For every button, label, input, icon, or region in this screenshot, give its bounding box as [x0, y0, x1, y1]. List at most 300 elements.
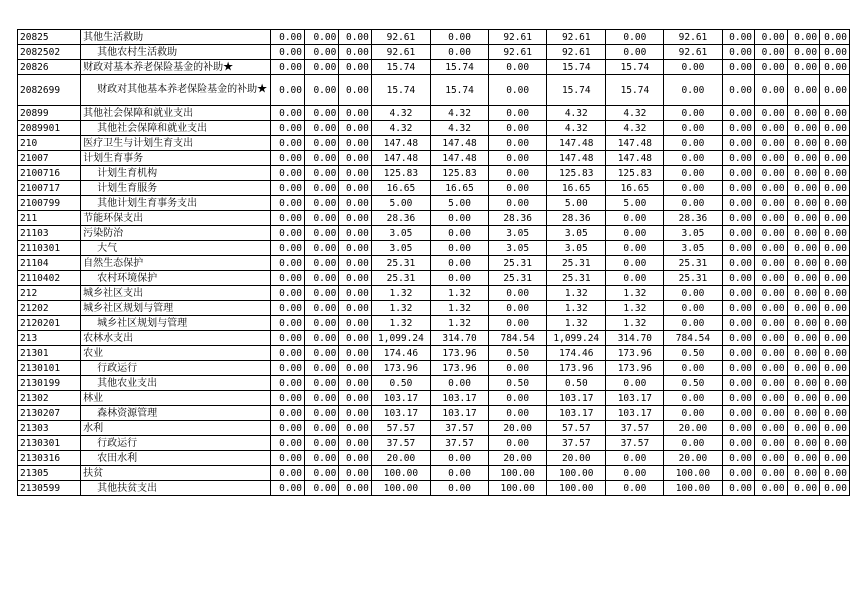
subject-name-cell: 农业	[81, 346, 271, 361]
amount-cell: 0.00	[270, 466, 304, 481]
amount-cell: 0.00	[270, 256, 304, 271]
subject-code-cell: 21007	[18, 151, 81, 166]
amount-cell: 125.83	[547, 166, 606, 181]
amount-cell: 100.00	[664, 481, 722, 496]
amount-cell: 92.61	[547, 45, 606, 60]
amount-cell: 0.00	[339, 106, 372, 121]
amount-cell: 4.32	[547, 121, 606, 136]
amount-cell: 15.74	[371, 75, 430, 106]
amount-cell: 0.00	[606, 466, 664, 481]
amount-cell: 0.00	[722, 481, 755, 496]
amount-cell: 0.00	[820, 151, 850, 166]
amount-cell: 0.00	[820, 121, 850, 136]
amount-cell: 0.00	[664, 361, 722, 376]
subject-code-cell: 2100716	[18, 166, 81, 181]
subject-code-cell: 2089901	[18, 121, 81, 136]
table-row	[18, 331, 850, 346]
amount-cell: 147.48	[431, 136, 489, 151]
amount-cell: 1.32	[606, 316, 664, 331]
amount-cell: 0.00	[664, 196, 722, 211]
amount-cell: 103.17	[431, 406, 489, 421]
amount-cell: 0.00	[489, 406, 547, 421]
amount-cell: 0.00	[722, 316, 755, 331]
amount-cell: 0.00	[305, 30, 339, 45]
amount-cell: 4.32	[371, 106, 430, 121]
amount-cell: 173.96	[371, 361, 430, 376]
amount-cell: 0.00	[664, 391, 722, 406]
amount-cell: 0.00	[606, 256, 664, 271]
amount-cell: 0.00	[755, 376, 788, 391]
amount-cell: 174.46	[547, 346, 606, 361]
amount-cell: 0.00	[489, 361, 547, 376]
amount-cell: 3.05	[547, 241, 606, 256]
amount-cell: 0.00	[606, 271, 664, 286]
amount-cell: 57.57	[547, 421, 606, 436]
amount-cell: 0.00	[305, 301, 339, 316]
amount-cell: 92.61	[489, 30, 547, 45]
amount-cell: 28.36	[664, 211, 722, 226]
amount-cell: 0.00	[820, 181, 850, 196]
amount-cell: 25.31	[664, 271, 722, 286]
amount-cell: 0.00	[755, 331, 788, 346]
amount-cell: 0.00	[339, 301, 372, 316]
amount-cell: 5.00	[547, 196, 606, 211]
amount-cell: 0.50	[664, 376, 722, 391]
subject-code-cell: 2130101	[18, 361, 81, 376]
table-row	[18, 75, 850, 106]
amount-cell: 103.17	[606, 391, 664, 406]
amount-cell: 0.00	[820, 331, 850, 346]
subject-name-cell: 其他扶贫支出	[81, 481, 271, 496]
amount-cell: 0.00	[305, 466, 339, 481]
table-row	[18, 196, 850, 211]
amount-cell: 16.65	[547, 181, 606, 196]
amount-cell: 4.32	[371, 121, 430, 136]
amount-cell: 0.00	[664, 316, 722, 331]
amount-cell: 0.00	[755, 30, 788, 45]
amount-cell: 0.00	[489, 151, 547, 166]
amount-cell: 0.00	[339, 331, 372, 346]
amount-cell: 4.32	[431, 106, 489, 121]
amount-cell: 1.32	[371, 286, 430, 301]
amount-cell: 0.00	[787, 256, 820, 271]
amount-cell: 37.57	[606, 421, 664, 436]
amount-cell: 0.00	[431, 211, 489, 226]
amount-cell: 0.00	[722, 211, 755, 226]
amount-cell: 0.00	[606, 45, 664, 60]
amount-cell: 103.17	[371, 406, 430, 421]
amount-cell: 4.32	[606, 106, 664, 121]
amount-cell: 28.36	[489, 211, 547, 226]
amount-cell: 0.00	[270, 481, 304, 496]
subject-code-cell: 213	[18, 331, 81, 346]
table-row	[18, 226, 850, 241]
amount-cell: 0.00	[820, 45, 850, 60]
amount-cell: 0.50	[547, 376, 606, 391]
subject-code-cell: 2130301	[18, 436, 81, 451]
subject-code-cell: 210	[18, 136, 81, 151]
amount-cell: 0.00	[787, 406, 820, 421]
amount-cell: 0.00	[722, 151, 755, 166]
table-row	[18, 406, 850, 421]
amount-cell: 0.00	[722, 376, 755, 391]
amount-cell: 0.00	[305, 181, 339, 196]
amount-cell: 0.00	[722, 241, 755, 256]
amount-cell: 4.32	[606, 121, 664, 136]
table-row	[18, 166, 850, 181]
amount-cell: 0.00	[787, 361, 820, 376]
amount-cell: 0.00	[305, 316, 339, 331]
amount-cell: 100.00	[547, 481, 606, 496]
amount-cell: 0.00	[787, 271, 820, 286]
subject-name-cell: 污染防治	[81, 226, 271, 241]
table-row	[18, 466, 850, 481]
amount-cell: 25.31	[489, 271, 547, 286]
amount-cell: 25.31	[547, 271, 606, 286]
amount-cell: 0.00	[787, 481, 820, 496]
amount-cell: 173.96	[606, 346, 664, 361]
amount-cell: 3.05	[489, 226, 547, 241]
subject-code-cell: 2100717	[18, 181, 81, 196]
amount-cell: 0.00	[270, 106, 304, 121]
amount-cell: 0.00	[489, 301, 547, 316]
amount-cell: 1.32	[547, 301, 606, 316]
amount-cell: 784.54	[664, 331, 722, 346]
amount-cell: 0.00	[606, 451, 664, 466]
amount-cell: 0.00	[755, 421, 788, 436]
amount-cell: 0.00	[755, 241, 788, 256]
amount-cell: 0.00	[722, 451, 755, 466]
amount-cell: 0.00	[270, 196, 304, 211]
amount-cell: 25.31	[371, 271, 430, 286]
amount-cell: 1.32	[431, 301, 489, 316]
amount-cell: 0.00	[664, 60, 722, 75]
amount-cell: 103.17	[431, 391, 489, 406]
amount-cell: 0.00	[722, 466, 755, 481]
amount-cell: 0.00	[722, 361, 755, 376]
amount-cell: 173.96	[547, 361, 606, 376]
amount-cell: 0.00	[787, 451, 820, 466]
amount-cell: 0.00	[305, 75, 339, 106]
amount-cell: 0.00	[431, 45, 489, 60]
amount-cell: 0.00	[755, 466, 788, 481]
amount-cell: 0.50	[489, 346, 547, 361]
amount-cell: 0.00	[305, 60, 339, 75]
amount-cell: 0.00	[305, 361, 339, 376]
amount-cell: 0.00	[755, 121, 788, 136]
subject-name-cell: 其他计划生育事务支出	[81, 196, 271, 211]
amount-cell: 0.50	[489, 376, 547, 391]
amount-cell: 92.61	[664, 45, 722, 60]
amount-cell: 0.00	[755, 286, 788, 301]
amount-cell: 0.00	[339, 60, 372, 75]
subject-code-cell: 2120201	[18, 316, 81, 331]
subject-code-cell: 2110301	[18, 241, 81, 256]
subject-code-cell: 21301	[18, 346, 81, 361]
amount-cell: 0.00	[305, 211, 339, 226]
amount-cell: 0.00	[305, 256, 339, 271]
subject-name-cell: 行政运行	[81, 436, 271, 451]
amount-cell: 0.00	[820, 241, 850, 256]
amount-cell: 37.57	[547, 436, 606, 451]
amount-cell: 0.00	[664, 181, 722, 196]
amount-cell: 0.00	[820, 256, 850, 271]
amount-cell: 0.00	[305, 451, 339, 466]
amount-cell: 15.74	[606, 75, 664, 106]
amount-cell: 0.00	[270, 211, 304, 226]
subject-name-cell: 扶贫	[81, 466, 271, 481]
amount-cell: 25.31	[489, 256, 547, 271]
table-row	[18, 30, 850, 45]
amount-cell: 0.00	[489, 60, 547, 75]
amount-cell: 0.00	[820, 346, 850, 361]
amount-cell: 1.32	[431, 316, 489, 331]
amount-cell: 0.00	[270, 136, 304, 151]
amount-cell: 0.00	[305, 226, 339, 241]
amount-cell: 0.00	[755, 436, 788, 451]
subject-name-cell: 节能环保支出	[81, 211, 271, 226]
amount-cell: 0.00	[339, 286, 372, 301]
subject-code-cell: 21303	[18, 421, 81, 436]
subject-name-cell: 林业	[81, 391, 271, 406]
amount-cell: 0.00	[270, 226, 304, 241]
table-row	[18, 301, 850, 316]
amount-cell: 173.96	[606, 361, 664, 376]
amount-cell: 0.00	[787, 30, 820, 45]
amount-cell: 0.00	[270, 376, 304, 391]
amount-cell: 0.00	[270, 451, 304, 466]
amount-cell: 0.00	[787, 151, 820, 166]
amount-cell: 0.00	[270, 181, 304, 196]
amount-cell: 0.00	[787, 211, 820, 226]
subject-name-cell: 农林水支出	[81, 331, 271, 346]
amount-cell: 0.50	[371, 376, 430, 391]
subject-name-cell: 森林资源管理	[81, 406, 271, 421]
amount-cell: 0.00	[339, 151, 372, 166]
amount-cell: 0.00	[489, 166, 547, 181]
subject-code-cell: 21202	[18, 301, 81, 316]
amount-cell: 0.00	[755, 60, 788, 75]
subject-name-cell: 财政对基本养老保险基金的补助★	[81, 60, 271, 75]
subject-code-cell: 2082699	[18, 75, 81, 106]
amount-cell: 0.00	[664, 436, 722, 451]
amount-cell: 125.83	[431, 166, 489, 181]
amount-cell: 0.00	[431, 481, 489, 496]
amount-cell: 0.00	[339, 181, 372, 196]
amount-cell: 0.00	[305, 106, 339, 121]
amount-cell: 0.00	[722, 166, 755, 181]
amount-cell: 0.00	[489, 196, 547, 211]
amount-cell: 147.48	[547, 151, 606, 166]
amount-cell: 0.00	[755, 256, 788, 271]
amount-cell: 1.32	[547, 316, 606, 331]
amount-cell: 0.00	[489, 436, 547, 451]
amount-cell: 103.17	[547, 406, 606, 421]
amount-cell: 0.00	[820, 451, 850, 466]
table-row	[18, 316, 850, 331]
amount-cell: 3.05	[664, 241, 722, 256]
subject-code-cell: 21305	[18, 466, 81, 481]
table-row	[18, 106, 850, 121]
amount-cell: 0.00	[722, 196, 755, 211]
amount-cell: 0.00	[722, 106, 755, 121]
amount-cell: 15.74	[431, 60, 489, 75]
amount-cell: 0.00	[722, 60, 755, 75]
amount-cell: 0.00	[722, 271, 755, 286]
amount-cell: 16.65	[371, 181, 430, 196]
subject-name-cell: 城乡社区支出	[81, 286, 271, 301]
amount-cell: 0.00	[820, 60, 850, 75]
amount-cell: 147.48	[606, 151, 664, 166]
amount-cell: 37.57	[431, 421, 489, 436]
subject-name-cell: 其他农村生活救助	[81, 45, 271, 60]
amount-cell: 147.48	[371, 136, 430, 151]
subject-name-cell: 大气	[81, 241, 271, 256]
amount-cell: 0.00	[755, 391, 788, 406]
amount-cell: 0.00	[339, 166, 372, 181]
amount-cell: 0.00	[305, 196, 339, 211]
amount-cell: 0.00	[820, 286, 850, 301]
amount-cell: 0.00	[787, 106, 820, 121]
subject-name-cell: 行政运行	[81, 361, 271, 376]
amount-cell: 0.00	[270, 60, 304, 75]
amount-cell: 0.00	[270, 391, 304, 406]
amount-cell: 0.00	[305, 121, 339, 136]
table-row	[18, 421, 850, 436]
amount-cell: 0.00	[820, 226, 850, 241]
amount-cell: 0.00	[755, 361, 788, 376]
table-row	[18, 481, 850, 496]
amount-cell: 0.00	[305, 286, 339, 301]
amount-cell: 100.00	[371, 466, 430, 481]
amount-cell: 0.00	[820, 196, 850, 211]
amount-cell: 173.96	[431, 346, 489, 361]
subject-code-cell: 212	[18, 286, 81, 301]
amount-cell: 0.00	[755, 211, 788, 226]
amount-cell: 0.00	[305, 421, 339, 436]
amount-cell: 0.00	[722, 30, 755, 45]
amount-cell: 0.00	[305, 136, 339, 151]
amount-cell: 15.74	[371, 60, 430, 75]
amount-cell: 0.00	[755, 166, 788, 181]
amount-cell: 5.00	[431, 196, 489, 211]
subject-code-cell: 2110402	[18, 271, 81, 286]
amount-cell: 0.00	[270, 30, 304, 45]
amount-cell: 20.00	[664, 451, 722, 466]
amount-cell: 0.00	[339, 196, 372, 211]
amount-cell: 0.00	[270, 331, 304, 346]
amount-cell: 25.31	[664, 256, 722, 271]
amount-cell: 0.00	[305, 271, 339, 286]
amount-cell: 15.74	[431, 75, 489, 106]
amount-cell: 0.00	[755, 451, 788, 466]
amount-cell: 0.00	[339, 421, 372, 436]
amount-cell: 0.00	[787, 196, 820, 211]
amount-cell: 0.00	[755, 406, 788, 421]
amount-cell: 0.00	[787, 75, 820, 106]
subject-code-cell: 21103	[18, 226, 81, 241]
amount-cell: 0.00	[431, 30, 489, 45]
amount-cell: 103.17	[606, 406, 664, 421]
amount-cell: 0.00	[664, 286, 722, 301]
amount-cell: 314.70	[606, 331, 664, 346]
amount-cell: 0.00	[339, 121, 372, 136]
amount-cell: 0.00	[820, 166, 850, 181]
amount-cell: 0.00	[270, 271, 304, 286]
amount-cell: 100.00	[489, 466, 547, 481]
amount-cell: 0.00	[664, 301, 722, 316]
amount-cell: 92.61	[547, 30, 606, 45]
amount-cell: 92.61	[371, 45, 430, 60]
amount-cell: 147.48	[606, 136, 664, 151]
table-row	[18, 286, 850, 301]
amount-cell: 103.17	[547, 391, 606, 406]
amount-cell: 0.00	[787, 301, 820, 316]
amount-cell: 0.00	[722, 436, 755, 451]
amount-cell: 174.46	[371, 346, 430, 361]
subject-name-cell: 财政对其他基本养老保险基金的补助★	[81, 75, 271, 106]
amount-cell: 0.00	[270, 421, 304, 436]
amount-cell: 0.00	[787, 331, 820, 346]
amount-cell: 0.00	[820, 376, 850, 391]
amount-cell: 0.00	[270, 361, 304, 376]
subject-name-cell: 农村环境保护	[81, 271, 271, 286]
amount-cell: 0.00	[722, 286, 755, 301]
amount-cell: 1.32	[606, 286, 664, 301]
amount-cell: 4.32	[431, 121, 489, 136]
amount-cell: 0.00	[270, 121, 304, 136]
amount-cell: 0.00	[820, 136, 850, 151]
amount-cell: 0.00	[431, 451, 489, 466]
amount-cell: 0.00	[606, 481, 664, 496]
amount-cell: 100.00	[489, 481, 547, 496]
amount-cell: 0.00	[722, 421, 755, 436]
amount-cell: 0.00	[270, 406, 304, 421]
subject-code-cell: 2100799	[18, 196, 81, 211]
amount-cell: 0.00	[787, 286, 820, 301]
amount-cell: 100.00	[371, 481, 430, 496]
amount-cell: 0.00	[755, 226, 788, 241]
amount-cell: 0.00	[270, 316, 304, 331]
amount-cell: 0.00	[755, 316, 788, 331]
amount-cell: 0.00	[664, 121, 722, 136]
subject-code-cell: 2130199	[18, 376, 81, 391]
amount-cell: 0.00	[339, 406, 372, 421]
amount-cell: 0.00	[339, 30, 372, 45]
amount-cell: 0.00	[787, 391, 820, 406]
amount-cell: 0.00	[820, 301, 850, 316]
amount-cell: 100.00	[547, 466, 606, 481]
amount-cell: 0.00	[820, 391, 850, 406]
amount-cell: 16.65	[431, 181, 489, 196]
amount-cell: 15.74	[606, 60, 664, 75]
amount-cell: 1.32	[547, 286, 606, 301]
amount-cell: 0.00	[489, 316, 547, 331]
amount-cell: 147.48	[547, 136, 606, 151]
amount-cell: 3.05	[371, 241, 430, 256]
amount-cell: 37.57	[371, 436, 430, 451]
amount-cell: 3.05	[664, 226, 722, 241]
amount-cell: 0.00	[755, 45, 788, 60]
amount-cell: 0.00	[305, 436, 339, 451]
table-row	[18, 271, 850, 286]
amount-cell: 28.36	[547, 211, 606, 226]
amount-cell: 103.17	[371, 391, 430, 406]
amount-cell: 1.32	[606, 301, 664, 316]
table-row	[18, 256, 850, 271]
amount-cell: 125.83	[606, 166, 664, 181]
amount-cell: 0.00	[339, 256, 372, 271]
